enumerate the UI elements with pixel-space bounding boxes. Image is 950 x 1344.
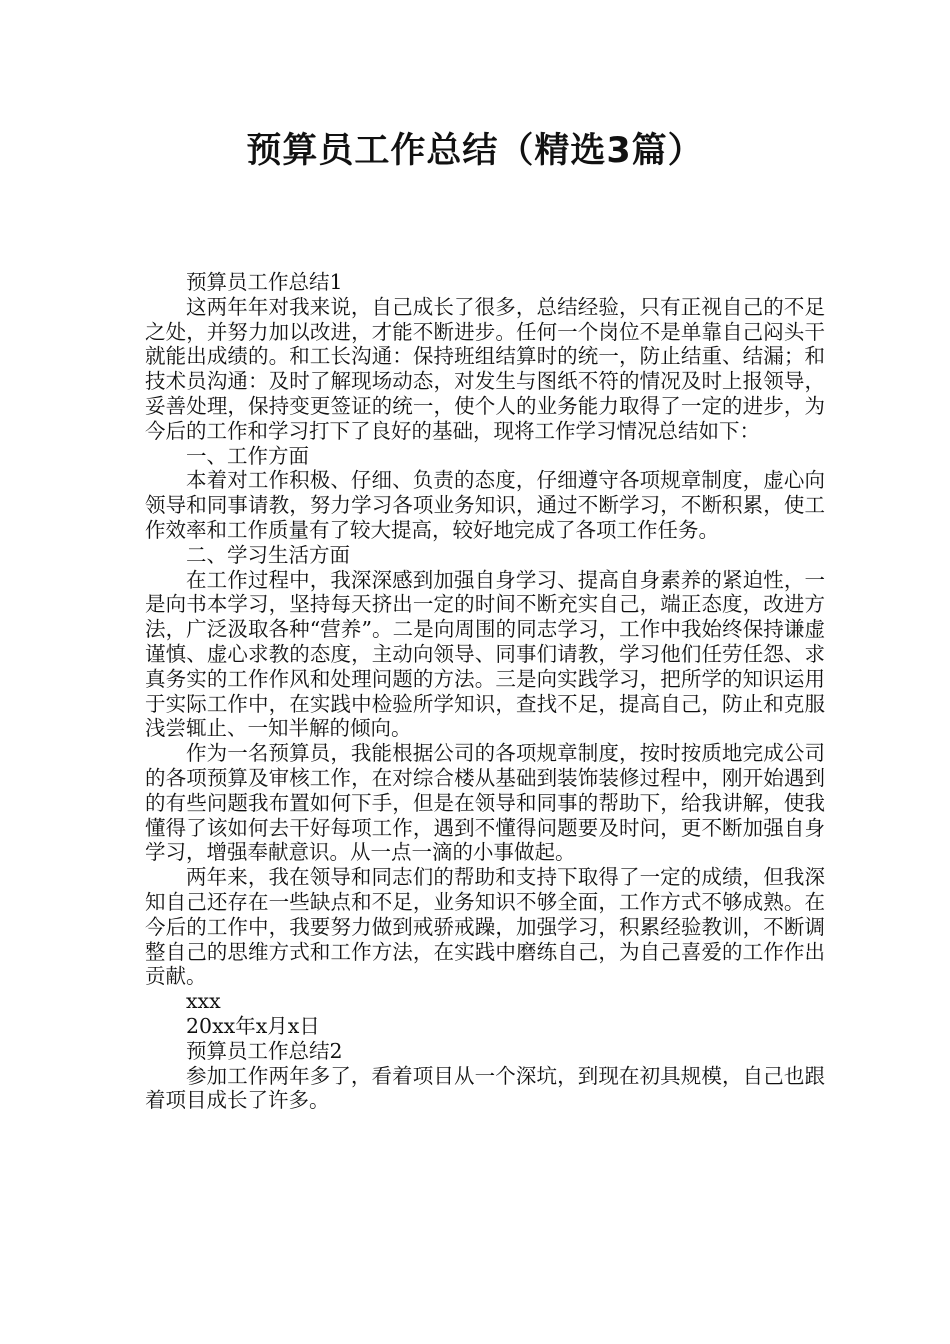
paragraph-section2-intro: 参加工作两年多了，看着项目从一个深坑，到现在初具规模，自己也跟着项目成长了许多。	[145, 1063, 825, 1113]
section-heading-2: 预算员工作总结2	[186, 1038, 343, 1063]
paragraph-study: 在工作过程中，我深深感到加强自身学习、提高自身素养的紧迫性，一是向书本学习，坚持每天挤出一定的时间不断充实自己，端正态度，改进方法，广泛汲取各种“营养”。二是向周围的同志学习，工作中我始终保持谦虚谨慎、虚心求教的态度，主动向领导、同事们请教，学习他们任劳任怨、求真务实的工作作风和处理问题的方法。三是向实践学习，把所学的知识运用于实际工作中，在实践中检验所学知识，查找不足，提高自己，防止和克服浅尝辄止、一知半解的倾向。	[145, 567, 825, 741]
paragraph-work: 本着对工作积极、仔细、负责的态度，仔细遵守各项规章制度，虚心向领导和同事请教，努力学习各项业务知识，通过不断学习，不断积累，使工作效率和工作质量有了较大提高，较好地完成了各项工作任务。	[145, 468, 825, 542]
paragraph-intro: 这两年年对我来说，自己成长了很多，总结经验，只有正视自己的不足之处，并努力加以改进，才能不断进步。任何一个岗位不是单靠自己闷头干就能出成绩的。和工长沟通：保持班组结算时的统一，防止结重、结漏；和技术员沟通：及时了解现场动态，对发生与图纸不符的情况及时上报领导，妥善处理，保持变更签证的统一，使个人的业务能力取得了一定的进步，为今后的工作和学习打下了良好的基础，现将工作学习情况总结如下：	[145, 294, 825, 443]
document-body	[145, 270, 825, 1113]
subheading-work: 一、工作方面	[186, 443, 309, 468]
signature-name: xxx	[186, 989, 221, 1014]
document-title: 预算员工作总结（精选3篇）	[246, 131, 704, 171]
paragraph-conclusion: 两年来，我在领导和同志们的帮助和支持下取得了一定的成绩，但我深知自己还存在一些缺点和不足，业务知识不够全面，工作方式不够成熟。在今后的工作中，我要努力做到戒骄戒躁，加强学习，积累经验教训，不断调整自己的思维方式和工作方法，在实践中磨练自己，为自己喜爱的工作作出贡献。	[145, 865, 825, 989]
subheading-study: 二、学习生活方面	[186, 542, 350, 567]
signature-date: 20xx年x月x日	[186, 1013, 320, 1038]
paragraph-role: 作为一名预算员，我能根据公司的各项规章制度，按时按质地完成公司的各项预算及审核工作，在对综合楼从基础到装饰装修过程中，刚开始遇到的有些问题我布置如何下手，但是在领导和同事的帮助下，给我讲解，使我懂得了该如何去干好每项工作，遇到不懂得问题要及时问，更不断加强自身学习，增强奉献意识。从一点一滴的小事做起。	[145, 741, 825, 865]
section-heading-1: 预算员工作总结1	[186, 270, 343, 294]
